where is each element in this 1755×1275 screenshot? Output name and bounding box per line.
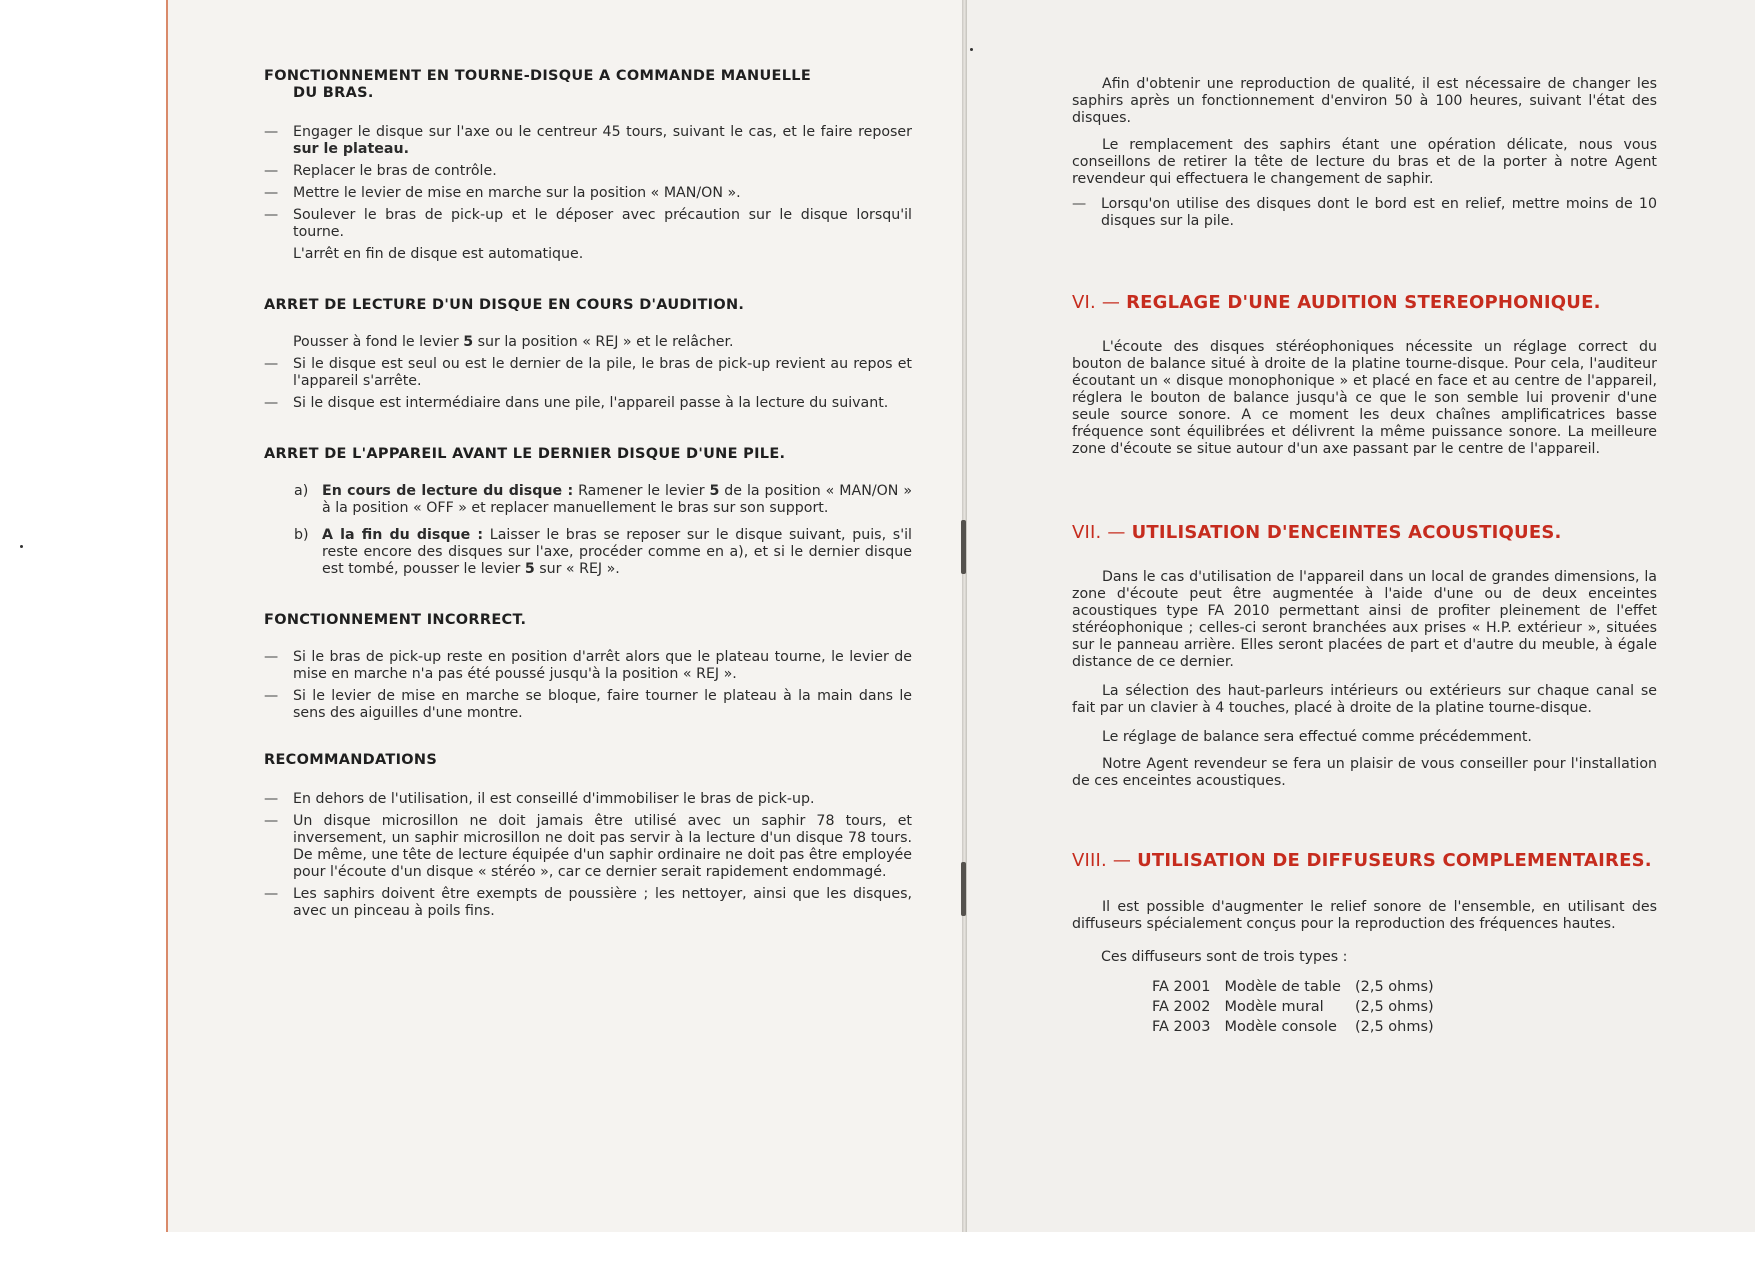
section-title-stop-reading: ARRET DE LECTURE D'UN DISQUE EN COURS D'AUDITION. [264,297,745,313]
list-item: — Mettre le levier de mise en marche sur la position « MAN/ON ». [264,185,912,202]
paragraph: Dans le cas d'utilisation de l'appareil dans un local de grandes dimensions, la zone d'écoute peut être augmentée à l'aide d'une ou de deux enceintes acoustiques type FA 2010 permettant ainsi de profiter pleinement de l'effet stéréophonique ; celles-ci seront branchées aux prises « H.P. extérieur », situées sur le panneau arrière. Elles seront placées de part et d'autre du meuble, à égale distance de ce dernier. [1072,569,1657,670]
section-title-recommendations: RECOMMANDATIONS [264,752,438,768]
section-title-manual-cont: DU BRAS. [293,85,374,101]
staple [961,520,966,574]
paper-speck [970,48,973,51]
type-code: FA 2001 [1152,979,1211,995]
type-impedance: (2,5 ohms) [1354,979,1434,995]
section-title-speakers: VII. — UTILISATION D'ENCEINTES ACOUSTIQUES. [1072,522,1562,543]
table-row [1152,978,1448,998]
section-title-malfunction: FONCTIONNEMENT INCORRECT. [264,612,527,628]
section-title-stereo: VI. — REGLAGE D'UNE AUDITION STEREOPHONIQUE. [1072,292,1601,313]
list-item: — Lorsqu'on utilise des disques dont le bord est en relief, mettre moins de 10 disques sur la pile. [1072,196,1657,230]
note-text: L'arrêt en fin de disque est automatique. [293,246,584,262]
paragraph: Le remplacement des saphirs étant une opération délicate, nous vous conseillons de retirer la tête de lecture du bras et de la porter à notre Agent revendeur qui effectuera le changement de saphir. [1072,137,1657,187]
list-item: — Si le disque est seul ou est le dernier de la pile, le bras de pick-up revient au repos et l'appareil s'arrête. [264,356,912,390]
type-impedance: (2,5 ohms) [1354,1019,1434,1035]
list-item: — Replacer le bras de contrôle. [264,163,912,180]
sub-item-b: b) A la fin du disque : Laisser le bras se reposer sur le disque suivant, puis, s'il reste encore des disques sur l'axe, procéder comme en a), et si le dernier disque est tombé, pousser le levier 5 sur « REJ ». [294,527,912,577]
type-impedance: (2,5 ohms) [1354,999,1434,1015]
table-row [1152,1018,1448,1038]
type-code: FA 2003 [1152,1019,1211,1035]
paragraph: Il est possible d'augmenter le relief sonore de l'ensemble, en utilisant des diffuseurs spécialement conçus pour la reproduction des fréquences hautes. [1072,899,1657,932]
list-item: — Un disque microsillon ne doit jamais être utilisé avec un saphir 78 tours, et inversement, un saphir microsillon ne doit pas servir à la lecture d'un disque 78 tours. De même, une tête de lecture équipée d'un saphir ordinaire ne doit pas être employée pour l'écoute d'un disque « stéréo », car ce dernier serait rapidement endommagé. [264,813,912,881]
type-code: FA 2002 [1152,999,1211,1015]
right-page [966,0,1755,1232]
list-item: — En dehors de l'utilisation, il est conseillé d'immobiliser le bras de pick-up. [264,791,912,808]
diffuser-types-table [1152,978,1448,1038]
section-title-diffusers: VIII. — UTILISATION DE DIFFUSEURS COMPLEMENTAIRES. [1072,850,1652,871]
list-item: — Soulever le bras de pick-up et le déposer avec précaution sur le disque lorsqu'il tourne. [264,207,912,241]
section-title-manual: FONCTIONNEMENT EN TOURNE-DISQUE A COMMANDE MANUELLE [264,68,812,84]
paragraph: Pousser à fond le levier 5 sur la position « REJ » et le relâcher. [293,334,734,350]
table-row [1152,998,1448,1018]
left-page [166,0,964,1232]
paragraph: Ces diffuseurs sont de trois types : [1101,949,1348,965]
staple [961,862,966,916]
paragraph: Le réglage de balance sera effectué comme précédemment. [1102,729,1532,745]
paragraph: Afin d'obtenir une reproduction de qualité, il est nécessaire de changer les saphirs après un fonctionnement d'environ 50 à 100 heures, suivant l'état des disques. [1072,76,1657,126]
type-model: Modèle console [1224,1019,1337,1035]
paragraph: Notre Agent revendeur se fera un plaisir de vous conseiller pour l'installation de ces enceintes acoustiques. [1072,756,1657,789]
list-item: — Si le bras de pick-up reste en position d'arrêt alors que le plateau tourne, le levier de mise en marche n'a pas été poussé jusqu'à la position « REJ ». [264,649,912,683]
paper-speck [20,545,23,548]
type-model: Modèle mural [1224,999,1324,1015]
booklet-spine [962,0,967,1232]
list-item: — Si le disque est intermédiaire dans une pile, l'appareil passe à la lecture du suivant. [264,395,912,412]
list-item: — Engager le disque sur l'axe ou le centreur 45 tours, suivant le cas, et le faire reposer sur le plateau. [264,124,912,158]
list-item: — Les saphirs doivent être exempts de poussière ; les nettoyer, ainsi que les disques, avec un pinceau à poils fins. [264,886,912,920]
paragraph: L'écoute des disques stéréophoniques nécessite un réglage correct du bouton de balance situé à droite de la platine tourne-disque. Pour cela, l'auditeur écoutant un « disque monophonique » et placé en face et au centre de l'appareil, réglera le bouton de balance jusqu'à ce que le son semble lui provenir d'une seule source sonore. A ce moment les deux chaînes amplificatrices basse fréquence sont équilibrées et délivrent la même puissance sonore. La meilleure zone d'écoute se situe autour d'un axe passant par le centre de l'appareil. [1072,339,1657,457]
section-title-stop-device: ARRET DE L'APPAREIL AVANT LE DERNIER DISQUE D'UNE PILE. [264,446,786,462]
list-item: — Si le levier de mise en marche se bloque, faire tourner le plateau à la main dans le sens des aiguilles d'une montre. [264,688,912,722]
sub-item-a: a) En cours de lecture du disque : Ramener le levier 5 de la position « MAN/ON » à la position « OFF » et replacer manuellement le bras sur son support. [294,483,913,516]
paragraph: La sélection des haut-parleurs intérieurs ou extérieurs sur chaque canal se fait par un clavier à 4 touches, placé à droite de la platine tourne-disque. [1072,683,1657,716]
type-model: Modèle de table [1224,979,1341,995]
